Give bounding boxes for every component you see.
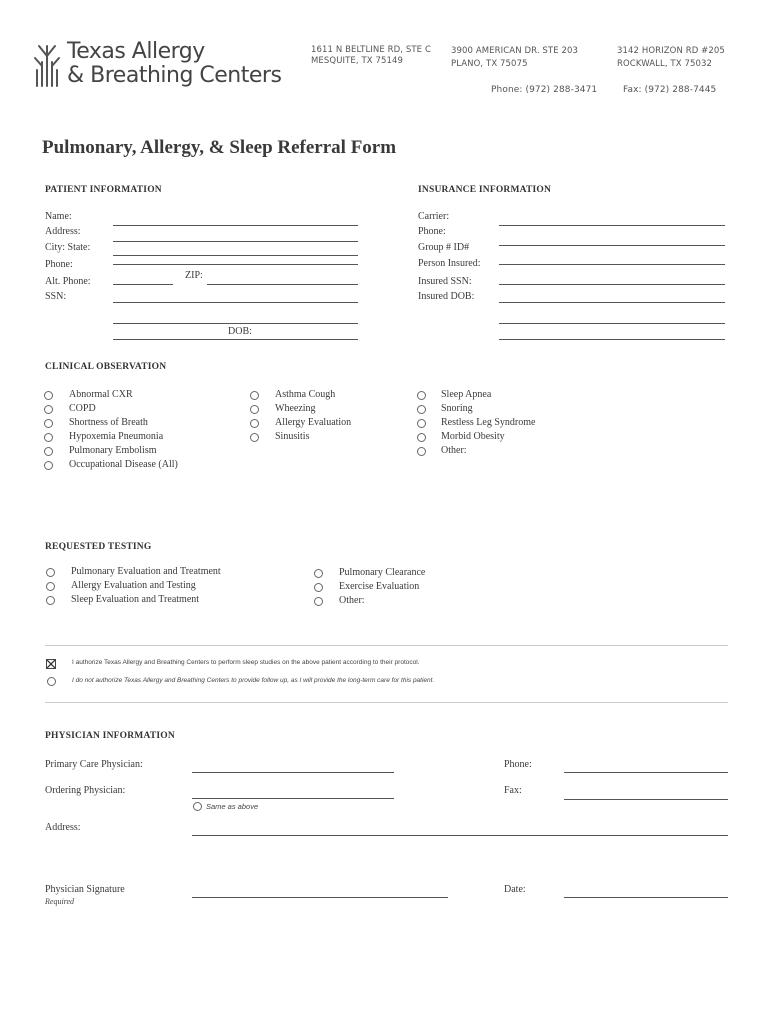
address-line2: MESQUITE, TX 75149 [311,56,404,66]
zip-label: ZIP: [185,270,203,281]
physician-address-field[interactable] [192,835,728,836]
same-as-above-label: Same as above [206,802,259,811]
page-title: Pulmonary, Allergy, & Sleep Referral Form [42,137,397,158]
clinical-option-label: Other: [441,445,467,456]
signature-label: Physician Signature [45,884,125,895]
ordering-field[interactable] [192,798,394,799]
physician-phone-label: Phone: [504,759,532,770]
dob-field[interactable] [113,339,358,340]
clinical-radio[interactable] [417,433,426,442]
testing-option-label: Exercise Evaluation [339,581,420,592]
testing-radio[interactable] [46,596,55,605]
not-authorize-radio[interactable] [47,677,56,686]
contact-fax: Fax: (972) 288-7445 [623,85,717,95]
authorize-no-text: I do not authorize Texas Allergy and Breathing Centers to provide follow up, as I will provide the long-term care for this patient. [72,677,435,684]
dob-label: DOB: [228,326,252,337]
person-insured-field[interactable] [499,264,725,265]
testing-option-label: Pulmonary Evaluation and Treatment [71,566,221,577]
logo-line2: & Breathing Centers [67,63,282,88]
contact-phone: Phone: (972) 288-3471 [491,85,598,95]
physician-heading: PHYSICIAN INFORMATION [45,731,175,741]
clinical-option-label: Sinusitis [275,431,310,442]
insurance-extra-field-1[interactable] [499,323,725,324]
ordering-label: Ordering Physician: [45,785,126,796]
clinical-option-label: Allergy Evaluation [275,417,352,428]
address-line1: 3142 HORIZON RD #205 [617,46,725,56]
clinical-option-label: Sleep Apnea [441,389,492,400]
physician-fax-field[interactable] [564,799,728,800]
carrier-label: Carrier: [418,211,450,222]
clinical-radio[interactable] [417,419,426,428]
alt-phone-label: Alt. Phone: [45,276,91,287]
divider [45,702,728,703]
insurance-heading: INSURANCE INFORMATION [418,185,552,195]
clinical-option-label: Shortness of Breath [69,417,148,428]
patient-heading: PATIENT INFORMATION [45,185,162,195]
authorize-yes-text: I authorize Texas Allergy and Breathing Centers to perform sleep studies on the above patient according to their protocol. [72,659,420,666]
clinical-radio[interactable] [417,391,426,400]
testing-option-label: Pulmonary Clearance [339,567,426,578]
address-mesquite [311,45,431,67]
clinical-radio[interactable] [250,419,259,428]
insured-dob-field[interactable] [499,302,725,303]
checkmark-x-icon [47,660,55,668]
clinical-radio[interactable] [44,405,53,414]
pcp-label: Primary Care Physician: [45,759,143,770]
logo-mark-icon [33,42,63,88]
testing-option-label: Other: [339,595,365,606]
clinical-option-label: Occupational Disease (All) [69,459,178,470]
testing-heading: REQUESTED TESTING [45,542,152,552]
clinical-radio[interactable] [44,419,53,428]
clinical-option-label: Snoring [441,403,473,414]
insured-ssn-label: Insured SSN: [418,276,472,287]
clinical-radio[interactable] [44,461,53,470]
extra-field[interactable] [113,323,358,324]
clinical-radio[interactable] [250,433,259,442]
name-field[interactable] [113,225,358,226]
zip-field[interactable] [207,284,358,285]
insured-dob-label: Insured DOB: [418,291,475,302]
alt-phone-field[interactable] [113,284,173,285]
clinical-radio[interactable] [44,447,53,456]
city-state-field[interactable] [113,255,358,256]
address-line2: PLANO, TX 75075 [451,59,528,69]
divider [45,645,728,646]
testing-option-label: Allergy Evaluation and Testing [71,580,196,591]
ssn-field[interactable] [113,302,358,303]
physician-phone-field[interactable] [564,772,728,773]
address-label: Address: [45,226,81,237]
testing-option-label: Sleep Evaluation and Treatment [71,594,200,605]
carrier-field[interactable] [499,225,725,226]
phone-label: Phone: [45,259,73,270]
logo [33,40,283,92]
clinical-option-label: Morbid Obesity [441,431,505,442]
physician-fax-label: Fax: [504,785,522,796]
address-line1: 3900 AMERICAN DR. STE 203 [451,46,579,56]
insurance-phone-label: Phone: [418,226,446,237]
clinical-radio[interactable] [250,391,259,400]
authorize-checkbox[interactable] [46,659,56,669]
insurance-extra-field-2[interactable] [499,339,725,340]
address-rockwall [617,45,725,71]
clinical-option-label: Restless Leg Syndrome [441,417,536,428]
clinical-heading: CLINICAL OBSERVATION [45,362,167,372]
address-plano [451,45,578,71]
clinical-radio[interactable] [417,447,426,456]
ssn-label: SSN: [45,291,67,302]
insurance-phone-field[interactable] [499,245,725,246]
name-label: Name: [45,211,72,222]
signature-field[interactable] [192,897,448,898]
clinical-radio[interactable] [44,433,53,442]
address-line2: ROCKWALL, TX 75032 [617,59,712,69]
pcp-field[interactable] [192,772,394,773]
clinical-radio[interactable] [44,391,53,400]
address-field[interactable] [113,241,358,242]
address-line1: 1611 N BELTLINE RD, STE C [311,45,431,55]
physician-address-label: Address: [45,822,81,833]
clinical-option-label: Pulmonary Embolism [69,445,157,456]
testing-radio[interactable] [314,583,323,592]
required-note: Required [45,897,75,906]
date-field[interactable] [564,897,728,898]
clinical-option-label: Hypoxemia Pneumonia [69,431,164,442]
date-label: Date: [504,884,526,895]
clinical-option-label: COPD [69,403,96,414]
clinical-option-label: Abnormal CXR [69,389,133,400]
insured-ssn-field[interactable] [499,284,725,285]
city-state-label: City: State: [45,242,91,253]
clinical-option-label: Asthma Cough [275,389,336,400]
clinical-radio[interactable] [417,405,426,414]
logo-line1: Texas Allergy [67,39,205,64]
clinical-option-label: Wheezing [275,403,316,414]
testing-radio[interactable] [46,582,55,591]
testing-radio[interactable] [314,569,323,578]
testing-radio[interactable] [46,568,55,577]
person-insured-label: Person Insured: [418,258,481,269]
clinical-radio[interactable] [250,405,259,414]
group-id-label: Group # ID# [418,242,470,253]
same-as-above-radio[interactable] [193,802,202,811]
testing-radio[interactable] [314,597,323,606]
phone-field[interactable] [113,264,358,265]
